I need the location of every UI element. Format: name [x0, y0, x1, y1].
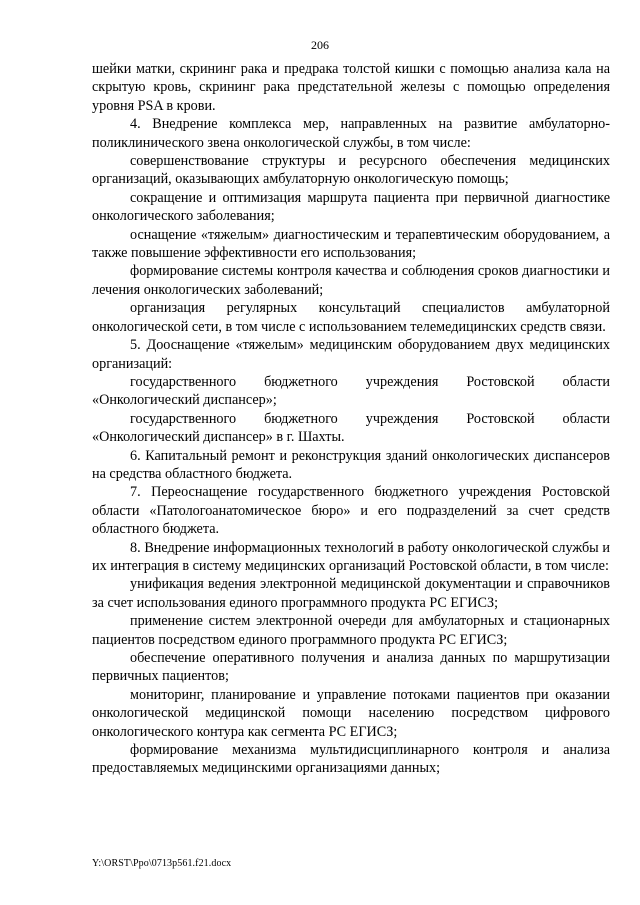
paragraph: совершенствование структуры и ресурсного обеспечения медицинских организаций, оказывающих амбулаторную онкологическую помощь; — [92, 153, 610, 188]
paragraph: 6. Капитальный ремонт и реконструкция зданий онкологических диспансеров на средства областного бюджета. — [92, 447, 610, 482]
footer-file-path: Y:\ORST\Ppo\0713p561.f21.docx — [92, 858, 232, 869]
paragraph: обеспечение оперативного получения и анализа данных по маршрутизации первичных пациентов; — [92, 650, 610, 685]
paragraph-continuation: шейки матки, скрининг рака и предрака толстой кишки с помощью анализа кала на скрытую кровь, скрининг рака предстательной железы с помощью определения уровня PSA в крови. — [92, 61, 610, 114]
paragraph: 4. Внедрение комплекса мер, направленных на развитие амбулаторно-поликлинического звена онкологической службы, в том числе: — [92, 116, 610, 151]
paragraph: 5. Дооснащение «тяжелым» медицинским оборудованием двух медицинских организаций: — [92, 337, 610, 372]
paragraph: оснащение «тяжелым» диагностическим и терапевтическим оборудованием, а также повышение эффективности его использования; — [92, 226, 610, 262]
paragraph: формирование механизма мультидисциплинарного контроля и анализа предоставляемых медицинскими организациями данных; — [92, 742, 610, 777]
paragraph: унификация ведения электронной медицинской документации и справочников за счет использования единого программного продукта РС ЕГИСЗ; — [92, 576, 610, 611]
document-body — [92, 60, 610, 778]
paragraph: применение систем электронной очереди для амбулаторных и стационарных пациентов посредством единого программного продукта РС ЕГИСЗ; — [92, 613, 610, 648]
paragraph: сокращение и оптимизация маршрута пациента при первичной диагностике онкологического заболевания; — [92, 189, 610, 225]
paragraph: 7. Переоснащение государственного бюджетного учреждения Ростовской области «Патологоанатомическое бюро» и его подразделений за счет средств областного бюджета. — [92, 484, 610, 538]
paragraph: государственного бюджетного учреждения Ростовской области «Онкологический диспансер» в г. Шахты. — [92, 410, 610, 446]
page-number: 206 — [311, 38, 329, 52]
paragraph: государственного бюджетного учреждения Ростовской области «Онкологический диспансер»; — [92, 373, 610, 409]
paragraph: мониторинг, планирование и управление потоками пациентов при оказании онкологической медицинской помощи населению посредством цифрового онкологического контура как сегмента РС ЕГИСЗ; — [92, 686, 610, 740]
paragraph: формирование системы контроля качества и соблюдения сроков диагностики и лечения онкологических заболеваний; — [92, 263, 610, 298]
paragraph: организация регулярных консультаций специалистов амбулаторной онкологической сети, в том числе с использованием телемедицинских средств связи. — [92, 300, 610, 335]
paragraph: 8. Внедрение информационных технологий в работу онкологической службы и их интеграция в систему медицинских организаций Ростовской области, в том числе: — [92, 539, 610, 574]
